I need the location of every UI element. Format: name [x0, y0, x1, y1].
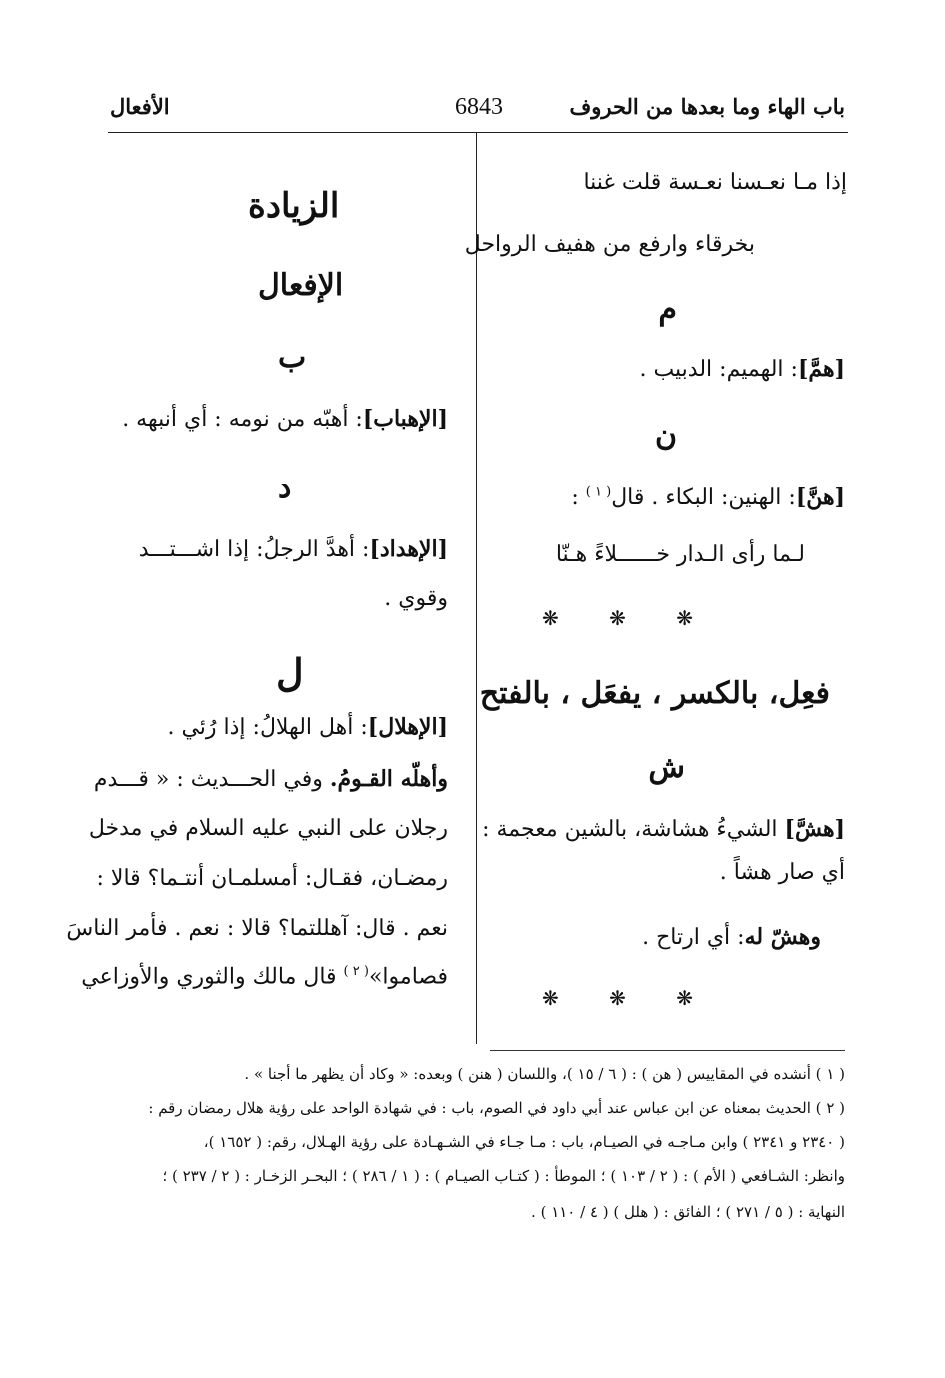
letter-heading-baa: ب	[278, 340, 307, 375]
entry-definition: : الهنين: البكاء . قال	[611, 485, 796, 510]
footnote-2-line-4: النهاية : ( ٥ / ٢٧١ ) ؛ الفائق : ( هلل ) ( ٤ / ١١٠ ) .	[531, 1203, 845, 1221]
footnote-2-line-2: ( ٢٣٤٠ و ٢٣٤١ ) وابن مـاجـه في الصيـام، باب : مـا جـاء في الشـهـادة على رؤية الهـلال، رقم: ( ١٦٥٢ )،	[203, 1133, 845, 1151]
entry-definition: : أهبّه من نومه : أي أنبهه .	[122, 407, 363, 432]
letter-heading-lam: ل	[276, 650, 304, 695]
entry-definition: : أي ارتاح .	[642, 925, 745, 950]
hadith-text: فصاموا»	[368, 964, 448, 990]
hadith-line-1	[94, 766, 448, 793]
entry-definition: : الهميم: الدبيب .	[639, 357, 798, 382]
letter-heading-meem: م	[658, 292, 677, 327]
entry-headword: [الإهداد]	[369, 536, 448, 562]
entry-hamm	[639, 356, 845, 383]
page-number: 6843	[455, 94, 503, 120]
entry-ihdad-cont: وقوي .	[384, 586, 448, 611]
entry-headword: [الإهلال]	[367, 714, 448, 740]
section-heading-fail: فعِل، بالكسر ، يفعَل ، بالفتح	[479, 676, 830, 711]
header-section-title: الأفعال	[110, 94, 170, 119]
entry-hashsh-lahu	[642, 924, 821, 951]
footnote-2: ( ٢ ) الحديث بمعناه عن ابن عباس عند أبي داود في الصوم، باب : في شهادة الواحد على رؤية هلال رمضان رقم :	[148, 1099, 845, 1117]
hadith-line-2: رجلان على النبي عليه السلام في مدخل	[88, 816, 448, 841]
verse-line-2: بخرقاء وارفع من هفيف الرواحل	[464, 232, 755, 257]
letter-heading-dal: د	[278, 470, 292, 505]
entry-definition: : أهدَّ الرجلُ: إذا اشـــتـــد	[138, 537, 370, 562]
heading-ziyada: الزيادة	[248, 186, 340, 226]
hadith-text: وفي الحـــديث : « قـــدم	[93, 767, 323, 792]
entry-ihdad	[139, 536, 448, 563]
entry-headword: [همَّ]	[797, 356, 845, 382]
header-rule	[108, 132, 848, 133]
separator-stars-1: ❋ ❋ ❋	[542, 606, 715, 630]
entry-hashsh-cont: أي صار هشاً .	[719, 860, 845, 885]
entry-subheadword: وهشّ له	[744, 924, 821, 950]
entry-ihlal	[167, 714, 448, 741]
entry-hashsh	[482, 816, 845, 843]
hadith-line-5	[81, 964, 448, 991]
heading-afaal: الإفعال	[258, 268, 344, 303]
footnote-2-line-3: وانظر: الشـافعي ( الأم ) : ( ٢ / ١٠٣ ) ؛ الموطأ : ( كتـاب الصيـام ) : ( ١ / ٢٨٦ ) ؛ البحـر الزخـار : ( ٢ / ٢٣٧ ) ؛	[162, 1167, 845, 1185]
entry-headword: [الإهباب]	[362, 406, 448, 432]
entry-definition: الشيءُ هشاشة، بالشين معجمة :	[482, 817, 778, 842]
letter-heading-noon: ن	[654, 418, 677, 453]
footnote-rule	[490, 1050, 845, 1051]
footnote-ref-2: ( ٢ )	[343, 964, 369, 979]
verse-line-3: لـما رأى الـدار خــــــلاءً هـنّا	[555, 542, 805, 567]
hadith-line-3: رمضـان، فقـال: أمسلمـان أنتـما؟ قالا :	[96, 866, 448, 891]
footnote-ref-1: ( ١ )	[585, 484, 612, 500]
verse-line-1: إذا مـا نعـسنا نعـسة قلت غننا	[583, 170, 847, 195]
entry-ihbab	[122, 406, 448, 433]
footnote-1: ( ١ ) أنشده في المقاييس ( هن ) : ( ٦ / ١٥ )، واللسان ( هنن ) وبعده: « وكاد أن يظهر ما أجنا » .	[244, 1065, 845, 1083]
header-chapter-title: باب الهاء وما بعدها من الحروف	[569, 94, 845, 119]
hadith-line-4: نعم . قال: آهللتما؟ قالا : نعم . فأمر الناسَ	[66, 916, 448, 941]
entry-headword: [هنَّ]	[795, 484, 845, 510]
entry-headword: [هشَّ]	[784, 816, 845, 842]
letter-heading-sheen: ش	[648, 750, 685, 785]
entry-subheadword: وأهلّه القـومُ.	[329, 766, 448, 792]
entry-definition: : أهل الهلالُ: إذا رُئي .	[167, 715, 368, 740]
column-divider	[476, 132, 477, 1044]
hadith-text: قال مالك والثوري والأوزاعي	[81, 964, 337, 990]
entry-colon: :	[571, 485, 579, 510]
entry-hann	[571, 484, 845, 511]
separator-stars-2: ❋ ❋ ❋	[542, 986, 715, 1010]
